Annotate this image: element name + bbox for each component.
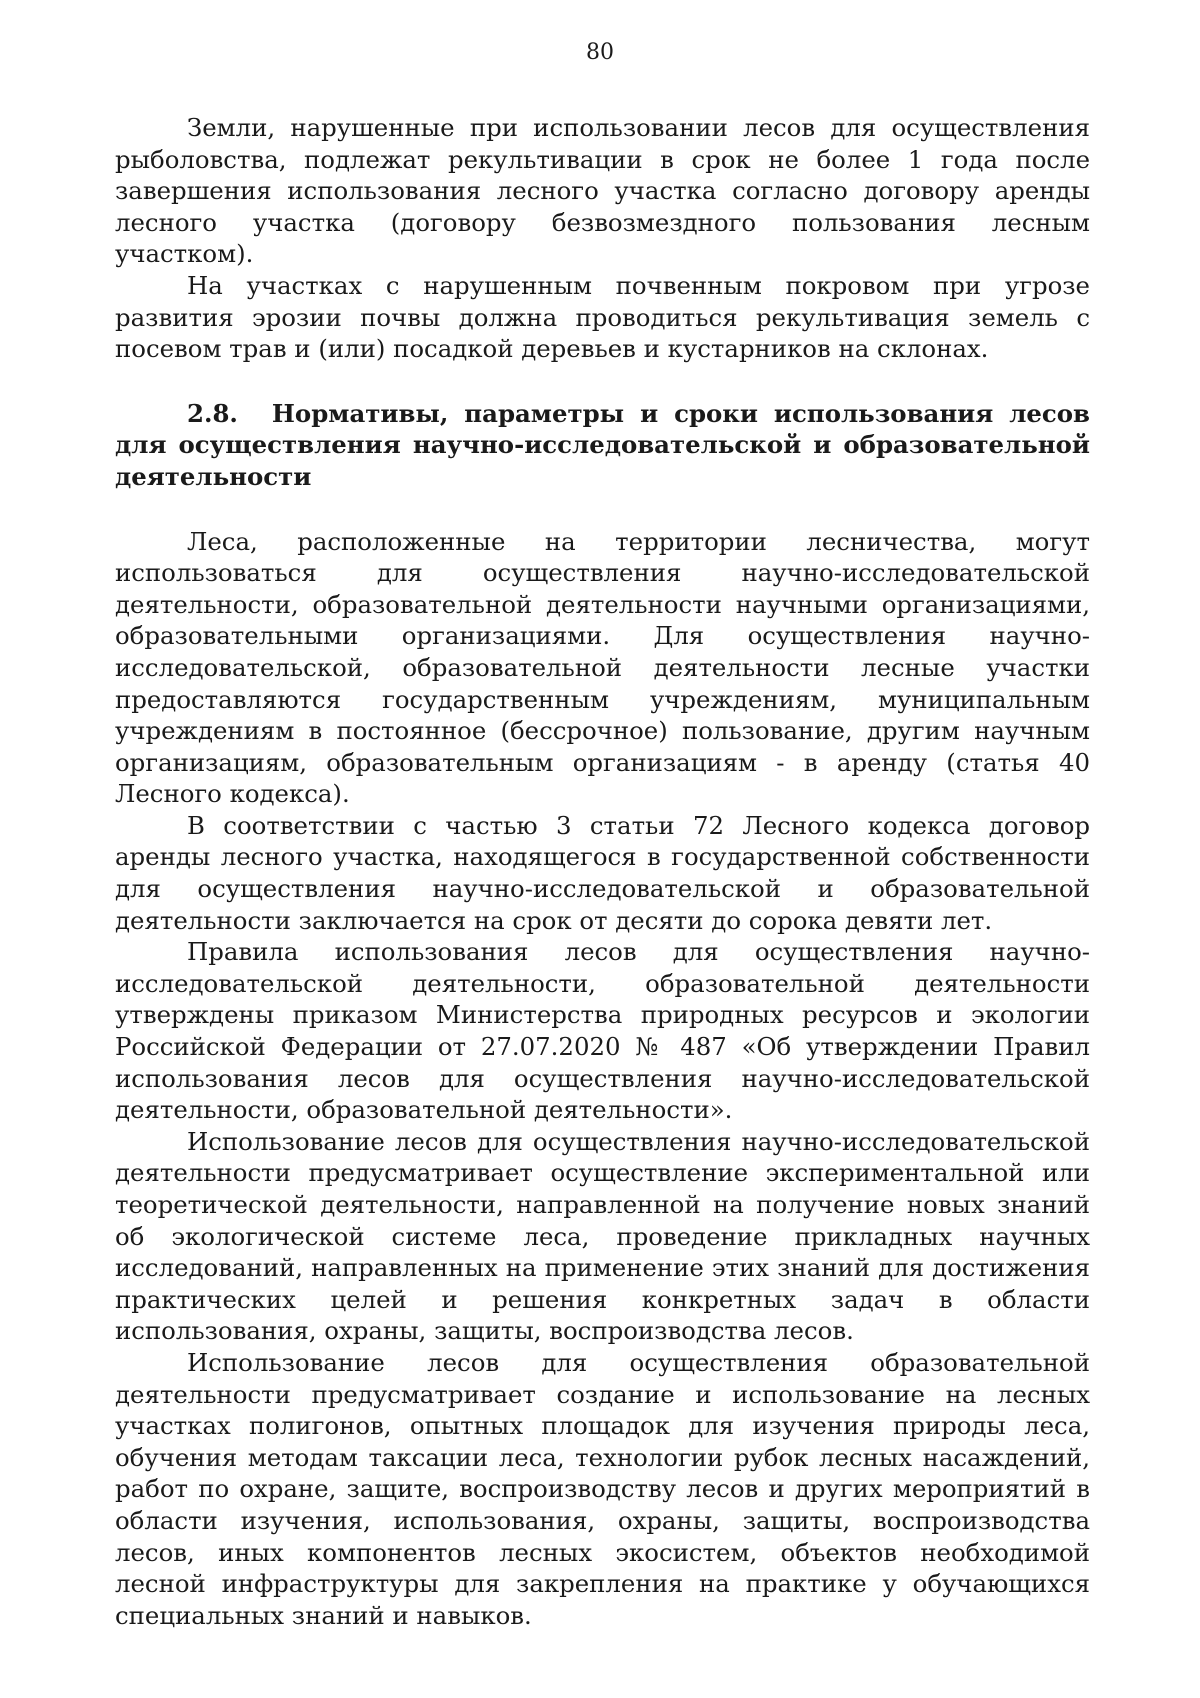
page-number: 80 [586,40,614,65]
paragraph: Использование лесов для осуществления образовательной деятельности предусматривает создание и использование на лесных участках полигонов, опытных площадок для изучения природы леса, обучения методам таксации леса, технологии рубок лесных насаждений, работ по охране, защите, воспроизводству лесов и других мероприятий в области изучения, использования, охраны, защиты, воспроизводства лесов, иных компонентов лесных экосистем, объектов необходимой лесной инфраструктуры для закрепления на практике у обучающихся специальных знаний и навыков. [115,1347,1090,1630]
paragraph: Земли, нарушенные при использовании лесов для осуществления рыболовства, подлежат рекультивации в срок не более 1 года после завершения использования лесного участка согласно договору аренды лесного участка (договору безвозмездного пользования лесным участком). [115,113,1090,269]
section-number: 2.8. [187,398,238,428]
section-title: Нормативы, параметры и сроки использования лесов для осуществления научно-исследовательской и образовательной деятельности [115,398,1091,491]
paragraph: На участках с нарушенным почвенным покровом при угрозе развития эрозии почвы должна проводиться рекультивация земель с посевом трав и (или) посадкой деревьев и кустарников на склонах. [115,270,1090,364]
document-body [115,112,1090,1631]
paragraph: Использование лесов для осуществления научно-исследовательской деятельности предусматривает осуществление экспериментальной или теоретической деятельности, направленной на получение новых знаний об экологической системе леса, проведение прикладных научных исследований, направленных на применение этих знаний для достижения практических целей и решения конкретных задач в области использования, охраны, защиты, воспроизводства лесов. [115,1126,1090,1346]
paragraph: Правила использования лесов для осуществления научно-исследовательской деятельности, образовательной деятельности утверждены приказом Министерства природных ресурсов и экологии Российской Федерации от 27.07.2020 № 487 «Об утверждении Правил использования лесов для осуществления научно-исследовательской деятельности, образовательной деятельности». [115,937,1090,1125]
section-heading [115,398,1090,493]
paragraph: В соответствии с частью 3 статьи 72 Лесного кодекса договор аренды лесного участка, находящегося в государственной собственности для осуществления научно-исследовательской и образовательной деятельности заключается на срок от десяти до сорока девяти лет. [115,810,1090,935]
paragraph: Леса, расположенные на территории лесничества, могут использоваться для осуществления научно-исследовательской деятельности, образовательной деятельности научными организациями, образовательными организациями. Для осуществления научно-исследовательской, образовательной деятельности лесные участки предоставляются государственным учреждениям, муниципальным учреждениям в постоянное (бессрочное) пользование, другим научным организациям, образовательным организациям - в аренду (статья 40 Лесного кодекса). [115,526,1090,809]
